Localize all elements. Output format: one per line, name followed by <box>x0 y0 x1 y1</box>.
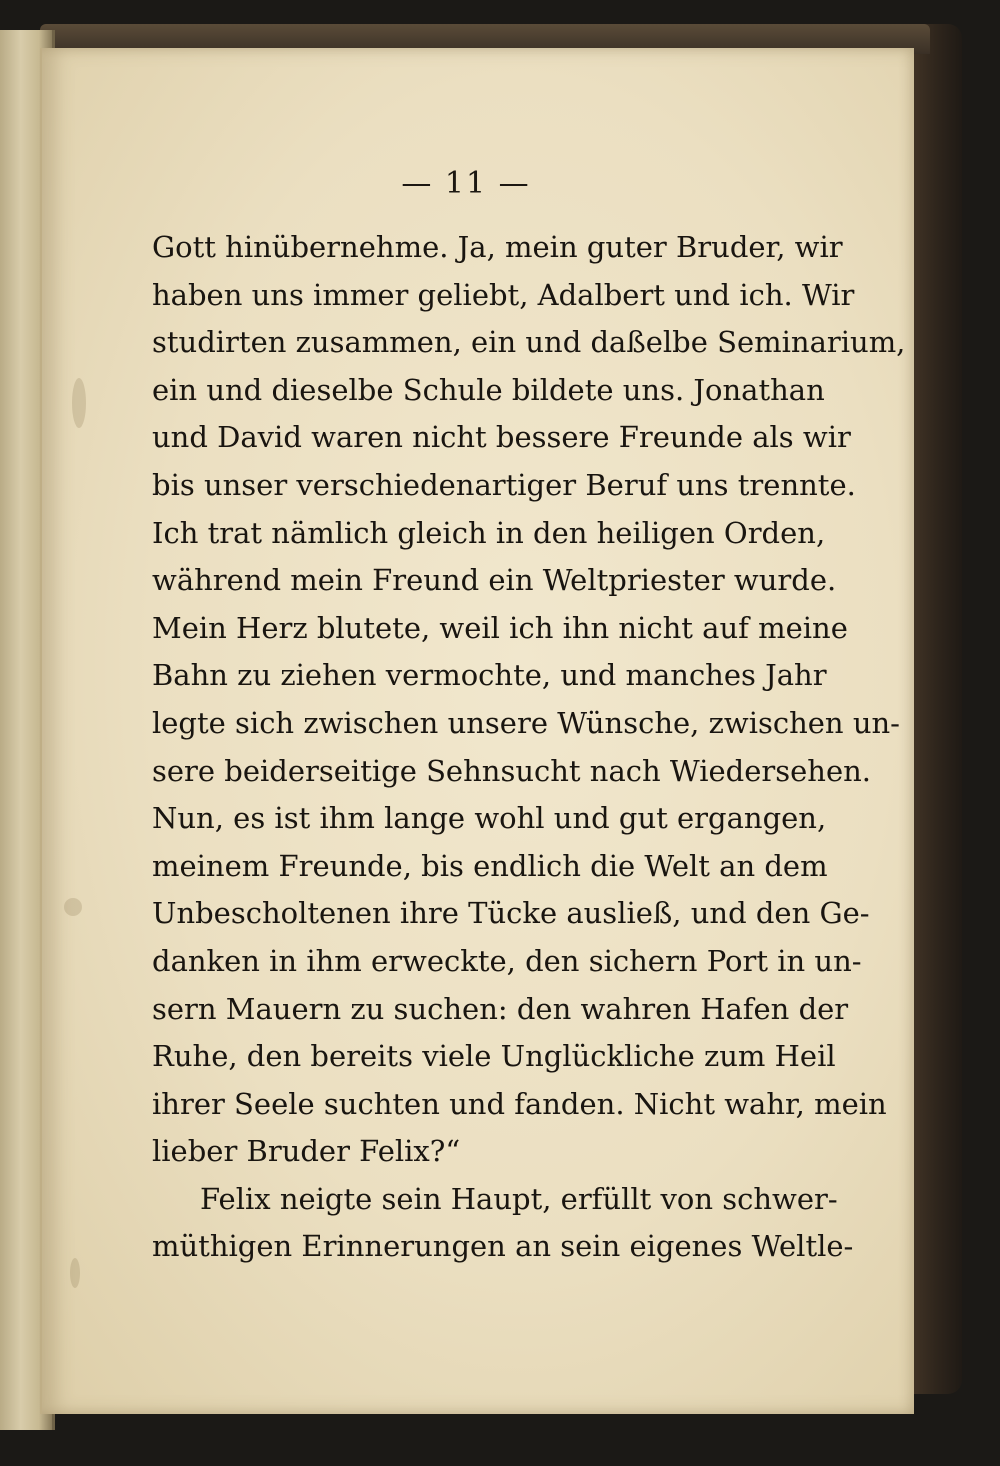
text-line: während mein Freund ein Weltpriester wurde. <box>152 563 837 598</box>
text-line: Nun, es ist ihm lange wohl und gut ergangen, <box>152 801 827 836</box>
text-line: sern Mauern zu suchen: den wahren Hafen der <box>152 991 849 1026</box>
text-line: Mein Herz blutete, weil ich ihn nicht auf meine <box>152 610 848 645</box>
text-line: lieber Bruder Felix?“ <box>152 1134 461 1169</box>
text-line: meinem Freunde, bis endlich die Welt an dem <box>152 848 828 883</box>
text-line: Gott hinübernehme. Ja, mein guter Bruder, wir <box>152 230 843 264</box>
text-line: Ich trat nämlich gleich in den heiligen Orden, <box>152 515 826 550</box>
page-stain <box>72 378 86 428</box>
text-line: studirten zusammen, ein und daßelbe Seminarium, <box>152 325 906 360</box>
page-stain <box>64 898 82 916</box>
page-text <box>152 224 906 1271</box>
text-line: danken in ihm erweckte, den sichern Port in un- <box>152 943 862 978</box>
text-line: Felix neigte sein Haupt, erfüllt von schwer- <box>200 1181 838 1216</box>
text-line: ein und dieselbe Schule bildete uns. Jonathan <box>152 372 825 407</box>
text-line: und David waren nicht bessere Freunde als wir <box>152 420 851 455</box>
book-page <box>40 48 914 1414</box>
text-line: sere beiderseitige Sehnsucht nach Wiedersehen. <box>152 753 872 788</box>
text-line: Ruhe, den bereits viele Unglückliche zum Heil <box>152 1039 836 1074</box>
text-line: bis unser verschiedenartiger Beruf uns trennte. <box>152 467 856 502</box>
text-line: Bahn zu ziehen vermochte, und manches Jahr <box>152 658 827 693</box>
page-number: — 11 — <box>401 166 531 201</box>
page-stain <box>70 1258 80 1288</box>
text-line: haben uns immer geliebt, Adalbert und ich. Wir <box>152 277 855 312</box>
text-line: legte sich zwischen unsere Wünsche, zwischen un- <box>152 705 900 740</box>
text-line: ihrer Seele suchten und fanden. Nicht wahr, mein <box>152 1086 887 1121</box>
text-line: müthigen Erinnerungen an sein eigenes Weltle- <box>152 1229 854 1264</box>
text-line: Unbescholtenen ihre Tücke ausließ, und den Ge- <box>152 896 870 931</box>
